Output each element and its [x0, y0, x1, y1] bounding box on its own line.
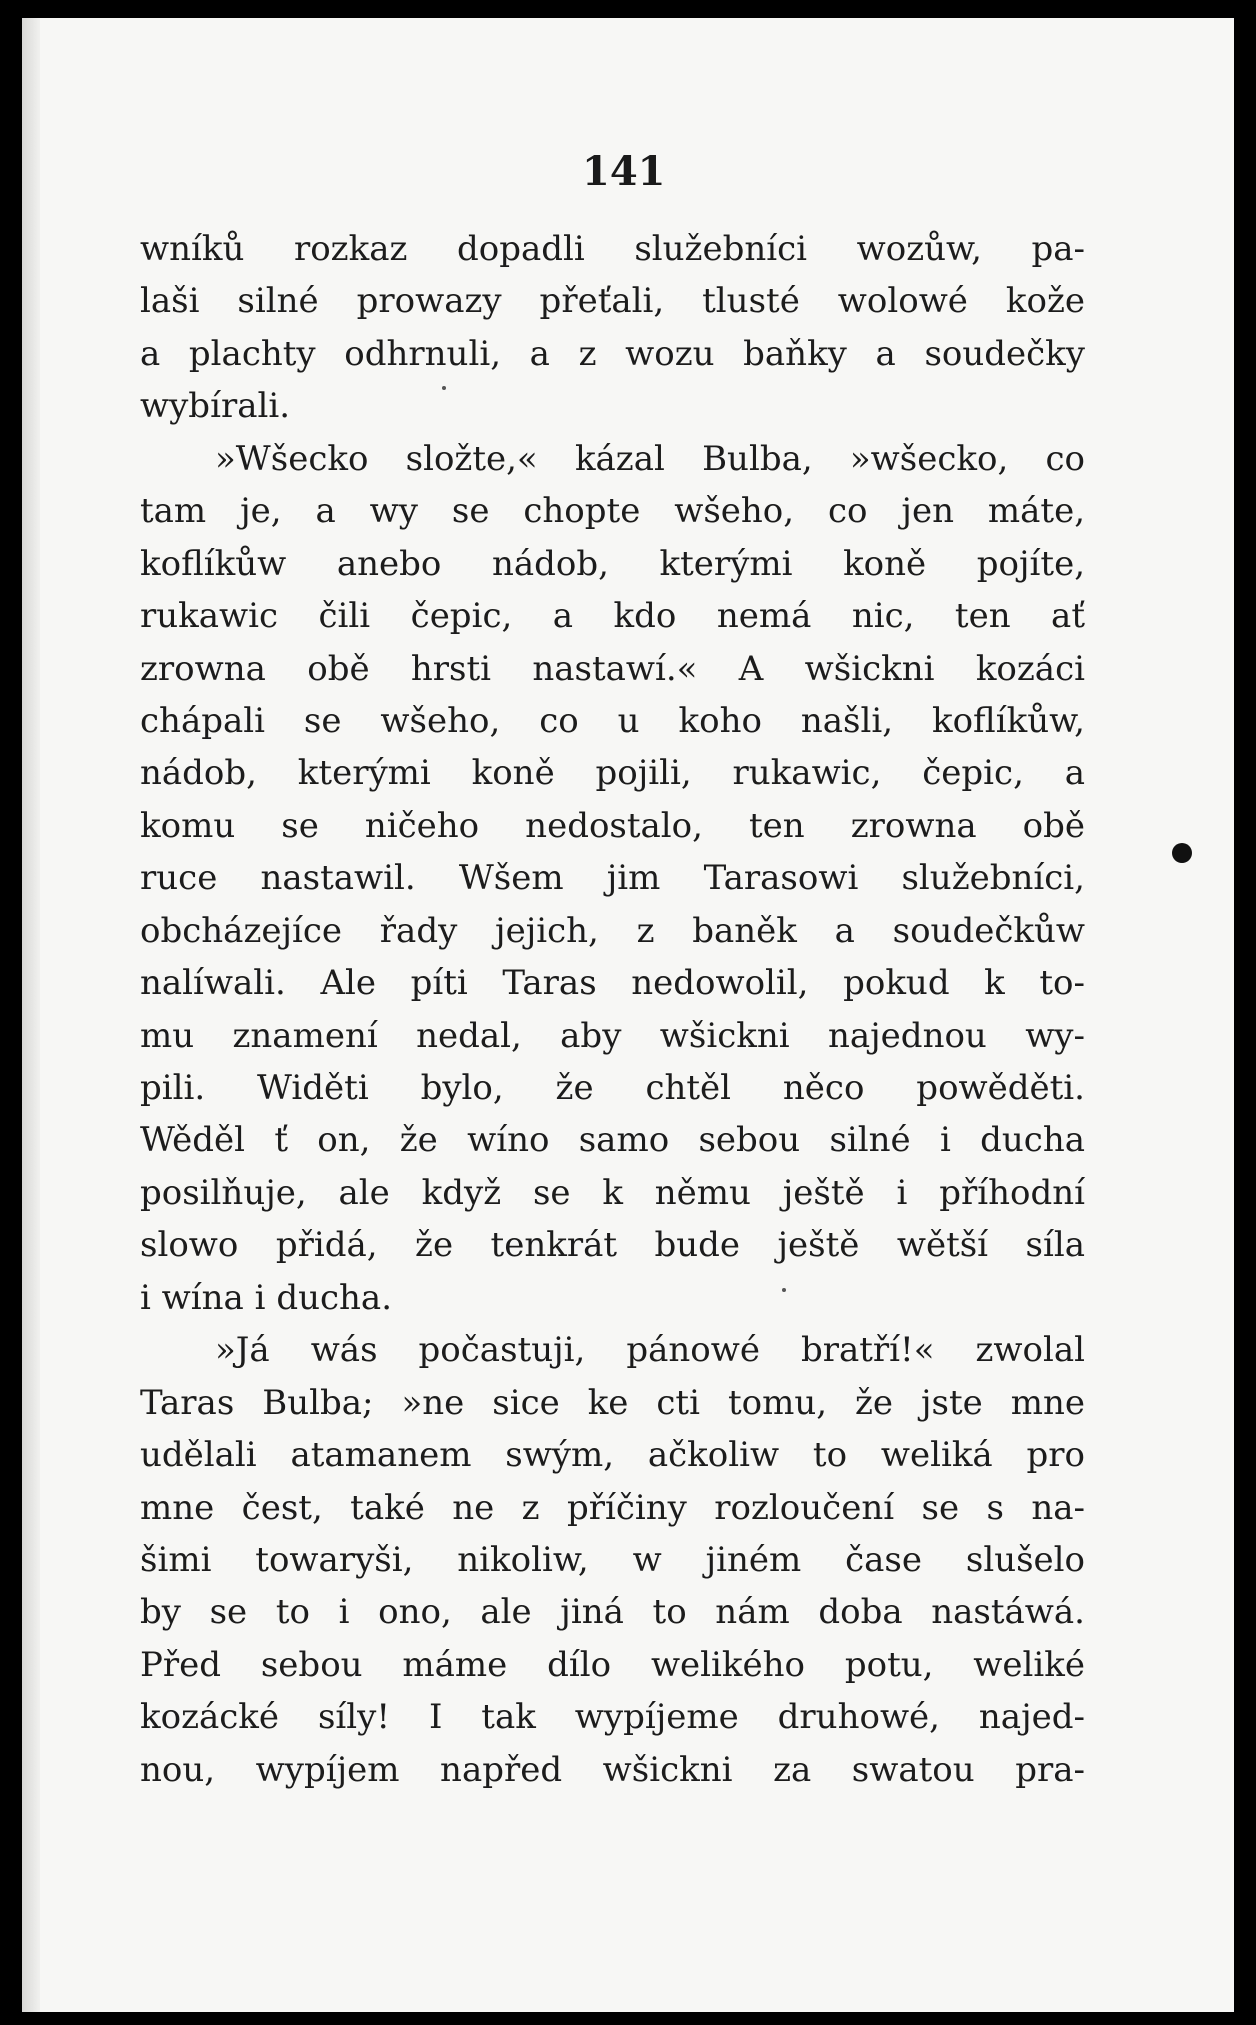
text-line: zrowna obě hrsti nastawí.« A wšickni kozáci	[140, 648, 1085, 689]
dust-speck	[782, 1288, 786, 1292]
body-text	[140, 223, 1085, 1796]
text-line: nou, wypíjem napřed wšickni za swatou pra-	[140, 1749, 1085, 1790]
text-line: nalíwali. Ale píti Taras nedowolil, pokud k to-	[140, 963, 1085, 1004]
text-line: »Já wás počastuji, pánowé bratří!« zwolal	[215, 1330, 1085, 1371]
text-line: wníků rozkaz dopadli služebníci wozůw, pa-	[140, 229, 1085, 269]
text-line: slowo přidá, že tenkrát bude ještě wětší síla	[140, 1225, 1085, 1266]
text-line: mu znamení nedal, aby wšickni najednou wy-	[140, 1015, 1085, 1056]
book-page	[22, 18, 1234, 2012]
text-line: obcházejíce řady jejich, z baněk a soudečkůw	[140, 910, 1085, 951]
text-line: posilňuje, ale když se k němu ještě i příhodní	[140, 1172, 1085, 1213]
text-line: komu se ničeho nedostalo, ten zrowna obě	[140, 805, 1085, 846]
text-line: Taras Bulba; »ne sice ke cti tomu, že jste mne	[140, 1382, 1085, 1423]
text-line: pili. Widěti bylo, že chtěl něco powěděti.	[140, 1068, 1085, 1108]
page-gutter-shadow	[22, 18, 40, 2012]
text-line: mne čest, také ne z příčiny rozloučení se s na-	[140, 1487, 1085, 1528]
text-line: udělali atamanem swým, ačkoliw to weliká pro	[140, 1435, 1085, 1476]
text-line: laši silné prowazy přeťali, tlusté wolowé kože	[140, 281, 1085, 322]
text-line: Před sebou máme dílo welikého potu, weliké	[140, 1644, 1085, 1685]
text-line: nádob, kterými koně pojili, rukawic, čepic, a	[140, 753, 1085, 794]
text-line: i wína i ducha.	[140, 1277, 392, 1318]
text-line: kozácké síly! I tak wypíjeme druhowé, najed-	[140, 1697, 1085, 1738]
dust-speck	[442, 386, 446, 390]
text-line: rukawic čili čepic, a kdo nemá nic, ten ať	[140, 596, 1085, 637]
text-line: tam je, a wy se chopte wšeho, co jen máte,	[140, 491, 1085, 532]
text-line: Wěděl ť on, že wíno samo sebou silné i ducha	[140, 1120, 1085, 1161]
text-line: šimi towaryši, nikoliw, w jiném čase slušelo	[140, 1539, 1085, 1580]
ink-blot-mark	[1172, 843, 1192, 863]
text-line: wybírali.	[140, 386, 291, 427]
text-line: a plachty odhrnuli, a z wozu baňky a soudečky	[140, 333, 1085, 374]
text-line: »Wšecko složte,« kázal Bulba, »wšecko, co	[215, 438, 1085, 479]
text-line: by se to i ono, ale jiná to nám doba nastáwá.	[140, 1592, 1085, 1633]
text-line: ruce nastawil. Wšem jim Tarasowi služebníci,	[140, 858, 1085, 899]
page-number: 141	[582, 148, 666, 195]
text-line: chápali se wšeho, co u koho našli, koflíkůw,	[140, 700, 1085, 741]
text-line: koflíkůw anebo nádob, kterými koně pojíte,	[140, 543, 1085, 584]
